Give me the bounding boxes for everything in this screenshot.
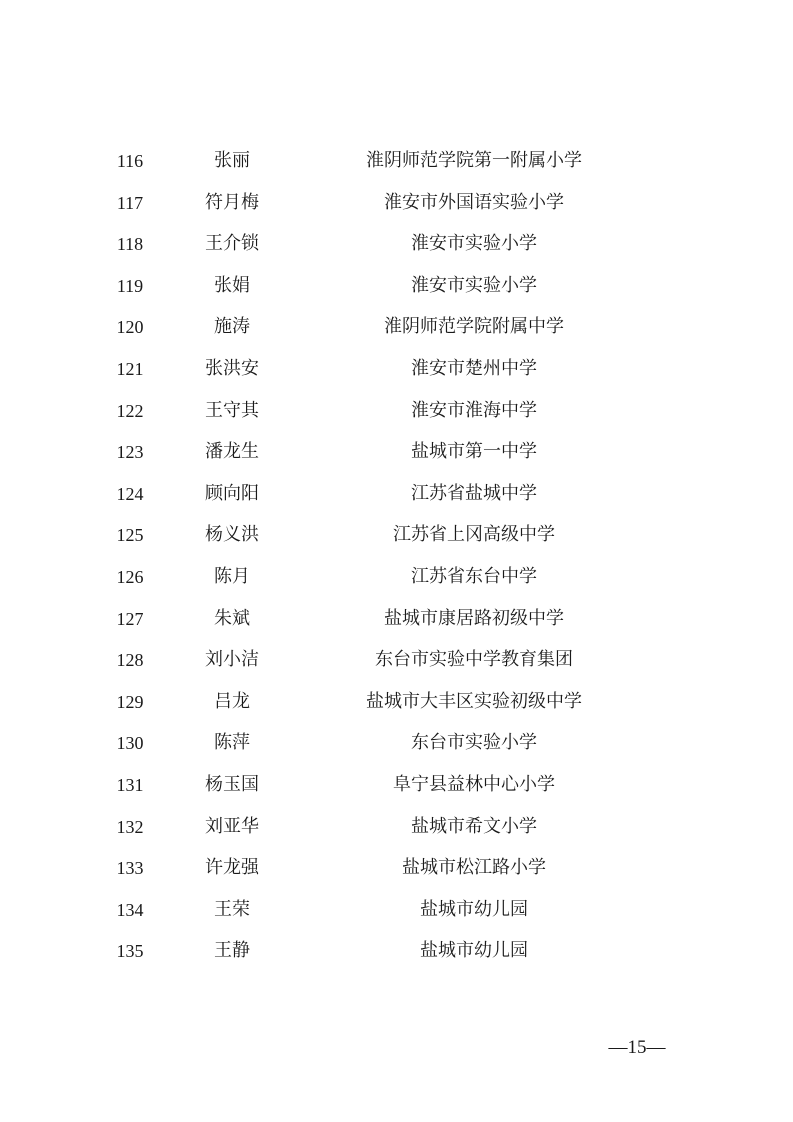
school-name: 淮阴师范学院附属中学 — [384, 316, 564, 338]
row-number: 116 — [116, 151, 144, 171]
school-name: 淮安市实验小学 — [411, 274, 537, 296]
roster-row — [0, 930, 793, 972]
roster-row — [0, 681, 793, 723]
person-name: 王介锁 — [205, 233, 259, 255]
roster-row — [0, 598, 793, 640]
row-number: 121 — [116, 358, 144, 379]
row-number: 117 — [116, 192, 144, 213]
row-number: 132 — [116, 816, 144, 837]
school-name: 江苏省东台中学 — [411, 565, 537, 587]
row-number: 133 — [116, 858, 144, 879]
school-name: 盐城市康居路初级中学 — [384, 607, 564, 629]
person-name: 张洪安 — [205, 357, 259, 379]
row-number: 135 — [116, 941, 144, 962]
roster-row — [0, 265, 793, 307]
row-number: 131 — [116, 774, 144, 795]
person-name: 吕龙 — [214, 690, 250, 712]
school-name: 江苏省盐城中学 — [411, 482, 537, 504]
school-name: 东台市实验中学教育集团 — [375, 649, 573, 671]
school-name: 盐城市大丰区实验初级中学 — [366, 690, 582, 712]
person-name: 王静 — [214, 940, 250, 962]
row-number: 126 — [116, 566, 144, 587]
school-name: 淮阴师范学院第一附属小学 — [366, 150, 582, 171]
row-number: 129 — [116, 691, 144, 712]
person-name: 施涛 — [214, 316, 250, 338]
school-name: 淮安市实验小学 — [411, 233, 537, 255]
row-number: 123 — [116, 442, 144, 463]
person-name: 张娟 — [214, 274, 250, 296]
row-number: 119 — [116, 275, 144, 296]
row-number: 125 — [116, 525, 144, 546]
roster-row — [0, 473, 793, 515]
person-name: 潘龙生 — [205, 441, 259, 463]
roster-row — [0, 806, 793, 848]
person-name: 许龙强 — [205, 857, 259, 879]
row-number: 122 — [116, 400, 144, 421]
school-name: 江苏省上冈高级中学 — [393, 524, 555, 546]
roster-row — [0, 390, 793, 432]
person-name: 刘亚华 — [205, 815, 259, 837]
row-number: 128 — [116, 650, 144, 671]
page-number: —15— — [608, 1037, 666, 1058]
school-name: 东台市实验小学 — [411, 732, 537, 754]
person-name: 顾向阳 — [205, 482, 259, 504]
roster-row — [0, 431, 793, 473]
row-number: 118 — [116, 234, 144, 255]
person-name: 王守其 — [205, 399, 259, 421]
person-name: 刘小洁 — [205, 649, 259, 671]
person-name: 杨玉国 — [205, 773, 259, 795]
school-name: 阜宁县益林中心小学 — [393, 773, 555, 795]
school-name: 淮安市淮海中学 — [411, 399, 537, 421]
roster-row — [0, 556, 793, 598]
roster-row — [0, 639, 793, 681]
row-number: 130 — [116, 733, 144, 754]
row-number: 127 — [116, 608, 144, 629]
row-number: 124 — [116, 483, 144, 504]
school-name: 淮安市外国语实验小学 — [384, 191, 564, 213]
row-number: 134 — [116, 899, 144, 920]
person-name: 杨义洪 — [205, 524, 259, 546]
school-name: 盐城市松江路小学 — [402, 857, 546, 879]
person-name: 朱斌 — [214, 607, 250, 629]
person-name: 张丽 — [214, 150, 250, 171]
roster-row — [0, 889, 793, 931]
person-name: 陈萍 — [214, 732, 250, 754]
roster-row — [0, 348, 793, 390]
row-number: 120 — [116, 317, 144, 338]
person-name: 陈月 — [214, 565, 250, 587]
roster-row — [0, 223, 793, 265]
school-name: 盐城市幼儿园 — [420, 940, 528, 962]
school-name: 盐城市第一中学 — [411, 441, 537, 463]
roster-row — [0, 764, 793, 806]
person-name: 王荣 — [214, 898, 250, 920]
school-name: 盐城市希文小学 — [411, 815, 537, 837]
roster-row — [0, 722, 793, 764]
person-name: 符月梅 — [205, 191, 259, 213]
school-name: 盐城市幼儿园 — [420, 898, 528, 920]
roster-row — [0, 182, 793, 224]
school-name: 淮安市楚州中学 — [411, 357, 537, 379]
roster-row — [0, 847, 793, 889]
roster-row — [0, 514, 793, 556]
roster-list — [0, 140, 793, 972]
roster-row — [0, 140, 793, 182]
roster-row — [0, 306, 793, 348]
